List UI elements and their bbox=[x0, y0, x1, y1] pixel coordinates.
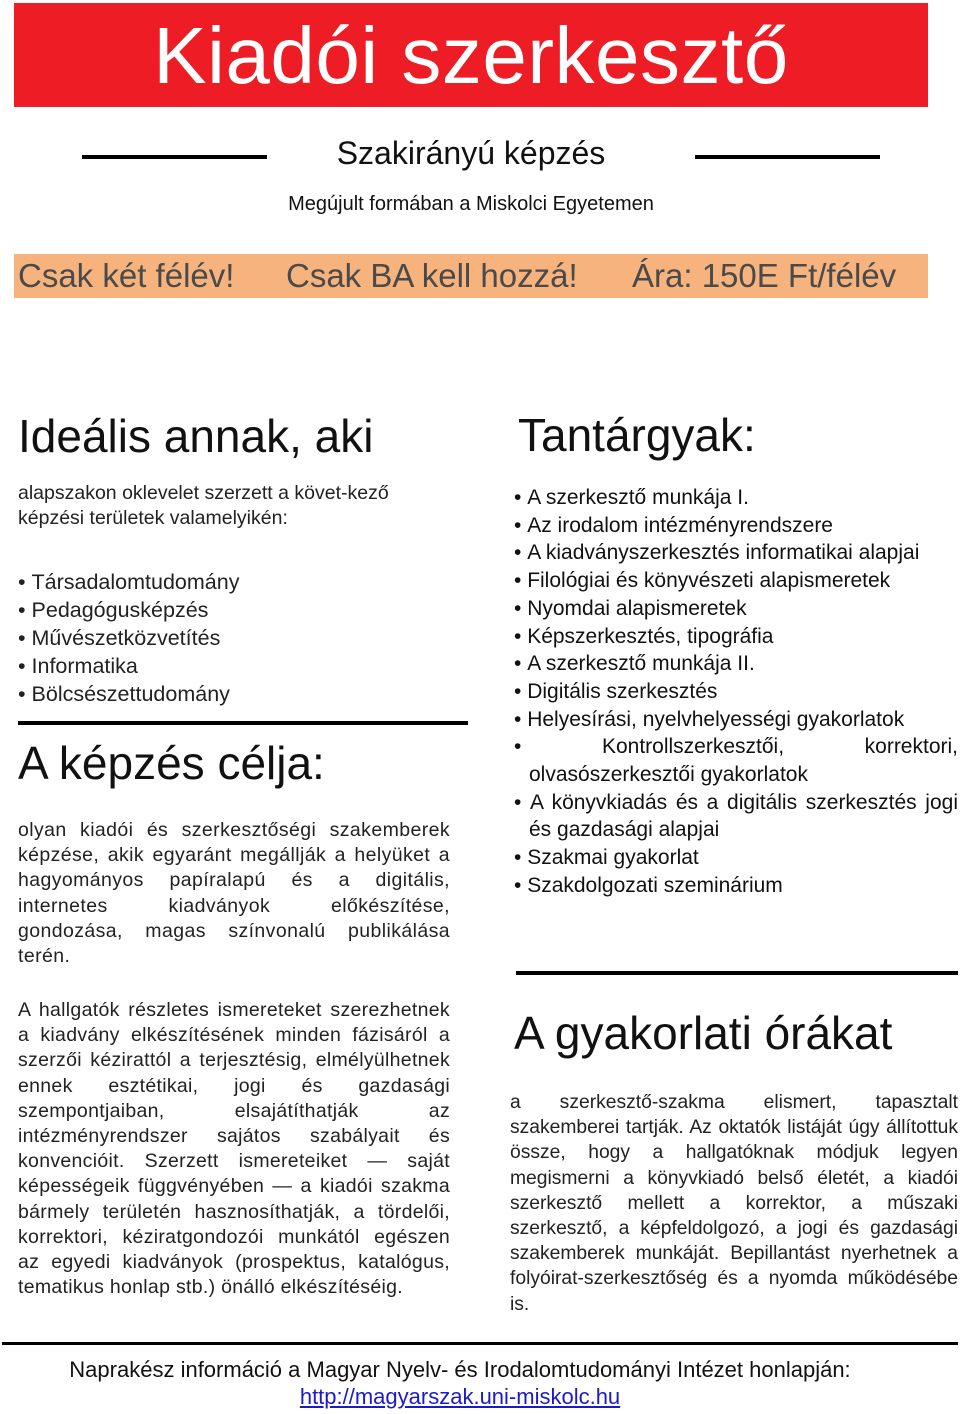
ideal-intro: alapszakon oklevelet szerzett a követ-kező képzési területek valamelyikén: bbox=[18, 482, 389, 530]
list-item: • A könyvkiadás és a digitális szerkesztés jogi és gazdasági alapjai bbox=[514, 789, 958, 844]
subjects-list bbox=[514, 484, 958, 900]
list-item: • Helyesírási, nyelvhelyességi gyakorlatok bbox=[514, 706, 958, 734]
list-item: • Digitális szerkesztés bbox=[514, 678, 958, 706]
list-item: • Kontrollszerkesztői, korrektori, olvasószerkesztői gyakorlatok bbox=[514, 733, 958, 788]
website-link[interactable]: http://magyarszak.uni-miskolc.hu bbox=[299, 1384, 621, 1409]
list-item: • Filológiai és könyvészeti alapismeretek bbox=[514, 567, 958, 595]
list-item: • Nyomdai alapismeretek bbox=[514, 595, 958, 623]
footer-text: Naprakész információ a Magyar Nyelv- és Irodalomtudományi Intézet honlapján: bbox=[69, 1357, 851, 1382]
list-item: • Az irodalom intézményrendszere bbox=[514, 512, 958, 540]
offer-price: Ára: 150E Ft/félév bbox=[632, 257, 897, 294]
list-item: • Társadalomtudomány bbox=[18, 568, 239, 596]
section-divider bbox=[18, 721, 468, 725]
fields-list bbox=[18, 568, 239, 708]
practice-text: a szerkesztő-szakma elismert, tapasztalt szakemberei tartják. Az oktatók listáját úgy állítottuk össze, hogy a hallgatóknak módjuk legyen megismerni a könyvkiadó belső életét, a kiadói szerkesztő mellett a korrektor, a műszaki szerkesztő, a képfeldolgozó, a jogi és gazdasági szakemberek munkáját. Bepillantást nyerhetnek a folyóirat-szerkesztőség és a nyomda működésébe is. bbox=[510, 1092, 958, 1315]
goal-text: olyan kiadói és szerkesztőségi szakemberek képzése, akik egyaránt megállják a helyüket a hagyományos papíralapú és a digitális, internetes kiadványok előkészítése, gondozása, magas színvonalú publikálása terén. bbox=[18, 819, 450, 968]
list-item: • Informatika bbox=[18, 652, 239, 680]
list-item: • Képszerkesztés, tipográfia bbox=[514, 623, 958, 651]
tagline: Megújult formában a Miskolci Egyetemen bbox=[288, 193, 654, 215]
footer-divider bbox=[2, 1342, 958, 1345]
goal-heading: A képzés célja: bbox=[18, 737, 325, 789]
list-item: • A szerkesztő munkája II. bbox=[514, 650, 958, 678]
students-text: A hallgatók részletes ismereteket szerezhetnek a kiadvány elkészítésének minden fázisáról a szerzői kézirattól a terjesztésig, elmélyülhetnek ennek esztétikai, jogi és gazdasági szempontjaiban, elsajátíthatják az intézményrendszer sajátos szabályait és konvencióit. Szerzett ismereteiket — saját képességeik függvényében — a kiadói szakma bármely területén hasznosíthatják, a tördelői, korrektori, kéziratgondozói munkától egészen az egyedi kiadványok (prospektus, katalógus, tematikus honlap stb.) önálló elkészítéséig. bbox=[18, 999, 450, 1299]
list-item: • Pedagógusképzés bbox=[18, 596, 239, 624]
list-item: • Művészetközvetítés bbox=[18, 624, 239, 652]
subtitle: Szakirányú képzés bbox=[336, 135, 606, 171]
offer-duration: Csak két félév! bbox=[18, 257, 235, 294]
list-item: • A szerkesztő munkája I. bbox=[514, 484, 958, 512]
footer-link-row bbox=[0, 1383, 920, 1411]
page-title: Kiadói szerkesztő bbox=[153, 11, 789, 100]
section-divider bbox=[516, 971, 958, 975]
subjects-heading: Tantárgyak: bbox=[518, 409, 756, 461]
list-item: • Szakmai gyakorlat bbox=[514, 844, 958, 872]
list-item: • Bölcsészettudomány bbox=[18, 680, 239, 708]
offer-requirement: Csak BA kell hozzá! bbox=[286, 257, 578, 294]
list-item: • Szakdolgozati szeminárium bbox=[514, 872, 958, 900]
list-item: • A kiadványszerkesztés informatikai alapjai bbox=[514, 539, 958, 567]
practice-heading: A gyakorlati órákat bbox=[514, 1007, 893, 1059]
ideal-heading: Ideális annak, aki bbox=[18, 410, 374, 462]
